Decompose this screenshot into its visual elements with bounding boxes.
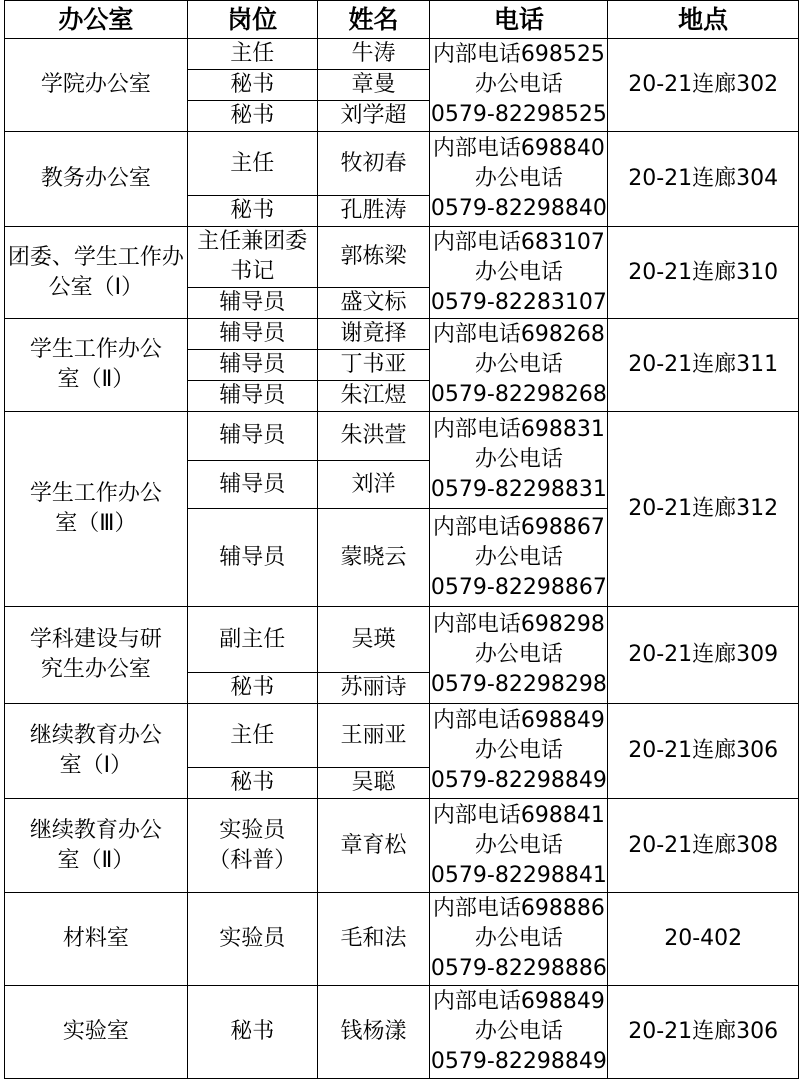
name-cell: 刘洋 — [317, 461, 430, 509]
internal-phone: 内部电话698840 — [432, 136, 605, 161]
phone-cell — [430, 39, 608, 132]
office-phone-number: 0579-82298298 — [430, 672, 607, 697]
phone-cell — [430, 607, 608, 704]
office-phone-number: 0579-82298268 — [430, 382, 607, 407]
internal-phone: 内部电话698886 — [432, 896, 605, 921]
internal-phone: 内部电话698849 — [432, 989, 605, 1014]
post-cell: 主任兼团委书记 — [187, 227, 317, 288]
office-cell: 教务办公室 — [5, 132, 188, 227]
office-phone-label: 办公电话 — [474, 926, 563, 951]
name-cell: 孔胜涛 — [317, 196, 430, 227]
location-cell: 20-21连廊306 — [608, 704, 799, 799]
internal-phone: 内部电话698268 — [432, 322, 605, 347]
post-cell: 副主任 — [187, 607, 317, 673]
name-cell: 盛文标 — [317, 288, 430, 319]
location-cell: 20-21连廊309 — [608, 607, 799, 704]
name-cell: 章曼 — [317, 70, 430, 101]
post-cell: 秘书 — [187, 986, 317, 1079]
post-cell: 主任 — [187, 39, 317, 70]
office-phone-label: 办公电话 — [474, 352, 563, 377]
phone-cell — [430, 704, 608, 799]
office-cell: 学生工作办公室（Ⅲ） — [5, 412, 188, 607]
header-location: 地点 — [608, 1, 799, 39]
post-cell: 辅导员 — [187, 350, 317, 381]
table-row — [5, 893, 799, 986]
phone-cell — [430, 893, 608, 986]
location-cell: 20-21连廊312 — [608, 412, 799, 607]
internal-phone: 内部电话698867 — [432, 514, 605, 540]
name-cell: 郭栋梁 — [317, 227, 430, 288]
internal-phone: 内部电话698525 — [432, 42, 605, 67]
office-phone-label: 办公电话 — [474, 259, 563, 285]
name-cell: 丁书亚 — [317, 350, 430, 381]
post-cell: 辅导员 — [187, 381, 317, 412]
name-cell: 谢竟择 — [317, 319, 430, 350]
table-row — [5, 704, 799, 768]
post-cell: 辅导员 — [187, 509, 317, 607]
office-phone-label: 办公电话 — [474, 738, 563, 763]
office-cell: 继续教育办公室（Ⅰ） — [5, 704, 188, 799]
post-cell: 辅导员 — [187, 319, 317, 350]
location-cell: 20-21连廊304 — [608, 132, 799, 227]
name-cell: 章育松 — [317, 799, 430, 893]
name-cell: 毛和法 — [317, 893, 430, 986]
internal-phone: 内部电话683107 — [432, 229, 605, 255]
table-row — [5, 227, 799, 288]
post-cell: 主任 — [187, 704, 317, 768]
name-cell: 牧初春 — [317, 132, 430, 196]
office-phone-number: 0579-82298886 — [430, 956, 607, 981]
contact-table — [4, 0, 799, 1079]
table-row — [5, 132, 799, 196]
office-phone-number: 0579-82298840 — [430, 196, 607, 221]
office-phone-number: 0579-82298849 — [430, 768, 607, 793]
post-cell: 秘书 — [187, 101, 317, 132]
office-phone-label: 办公电话 — [474, 1019, 563, 1044]
office-phone-number: 0579-82298831 — [430, 477, 607, 502]
name-cell: 朱江煜 — [317, 381, 430, 412]
phone-cell — [430, 509, 608, 607]
name-cell: 吴聪 — [317, 768, 430, 799]
office-phone-number: 0579-82298867 — [430, 574, 607, 600]
phone-cell — [430, 799, 608, 893]
location-cell: 20-21连廊311 — [608, 319, 799, 412]
internal-phone: 内部电话698831 — [432, 417, 605, 442]
location-cell: 20-402 — [608, 893, 799, 986]
office-cell: 材料室 — [5, 893, 188, 986]
office-phone-number: 0579-82298841 — [430, 862, 607, 888]
office-phone-label: 办公电话 — [474, 832, 563, 858]
office-cell: 学院办公室 — [5, 39, 188, 132]
office-phone-number: 0579-82298525 — [430, 102, 607, 127]
post-cell: 秘书 — [187, 768, 317, 799]
internal-phone: 内部电话698298 — [432, 612, 605, 637]
office-phone-label: 办公电话 — [474, 642, 563, 667]
name-cell: 王丽亚 — [317, 704, 430, 768]
location-cell: 20-21连廊308 — [608, 799, 799, 893]
table-row — [5, 39, 799, 70]
location-cell: 20-21连廊310 — [608, 227, 799, 319]
post-cell: 实验员 — [187, 893, 317, 986]
phone-cell — [430, 319, 608, 412]
office-cell: 团委、学生工作办公室（Ⅰ） — [5, 227, 188, 319]
office-phone-label: 办公电话 — [474, 166, 563, 191]
location-cell: 20-21连廊302 — [608, 39, 799, 132]
office-phone-number: 0579-82283107 — [430, 289, 607, 315]
name-cell: 刘学超 — [317, 101, 430, 132]
name-cell: 朱洪萱 — [317, 412, 430, 461]
post-cell: 秘书 — [187, 70, 317, 101]
name-cell: 牛涛 — [317, 39, 430, 70]
table-row — [5, 607, 799, 673]
header-office: 办公室 — [5, 1, 188, 39]
post-cell: 辅导员 — [187, 412, 317, 461]
table-row — [5, 986, 799, 1079]
office-cell: 实验室 — [5, 986, 188, 1079]
name-cell: 苏丽诗 — [317, 673, 430, 704]
header-name: 姓名 — [317, 1, 430, 39]
table-row — [5, 319, 799, 350]
post-cell: 秘书 — [187, 196, 317, 227]
office-phone-label: 办公电话 — [474, 544, 563, 570]
post-cell: 实验员（科普） — [187, 799, 317, 893]
office-phone-label: 办公电话 — [474, 72, 563, 97]
name-cell: 吴瑛 — [317, 607, 430, 673]
name-cell: 蒙晓云 — [317, 509, 430, 607]
phone-cell — [430, 132, 608, 227]
office-phone-number: 0579-82298849 — [430, 1049, 607, 1074]
office-phone-label: 办公电话 — [474, 447, 563, 472]
header-post: 岗位 — [187, 1, 317, 39]
location-cell: 20-21连廊306 — [608, 986, 799, 1079]
phone-cell — [430, 227, 608, 319]
phone-cell — [430, 412, 608, 509]
post-cell: 秘书 — [187, 673, 317, 704]
post-cell: 辅导员 — [187, 288, 317, 319]
phone-cell — [430, 986, 608, 1079]
office-cell: 继续教育办公室（Ⅱ） — [5, 799, 188, 893]
header-row — [5, 1, 799, 39]
name-cell: 钱杨漾 — [317, 986, 430, 1079]
header-phone: 电话 — [430, 1, 608, 39]
table-row — [5, 799, 799, 893]
internal-phone: 内部电话698849 — [432, 708, 605, 733]
post-cell: 辅导员 — [187, 461, 317, 509]
post-cell: 主任 — [187, 132, 317, 196]
office-cell: 学生工作办公室（Ⅱ） — [5, 319, 188, 412]
table-row — [5, 412, 799, 461]
internal-phone: 内部电话698841 — [432, 802, 605, 828]
office-cell: 学科建设与研究生办公室 — [5, 607, 188, 704]
